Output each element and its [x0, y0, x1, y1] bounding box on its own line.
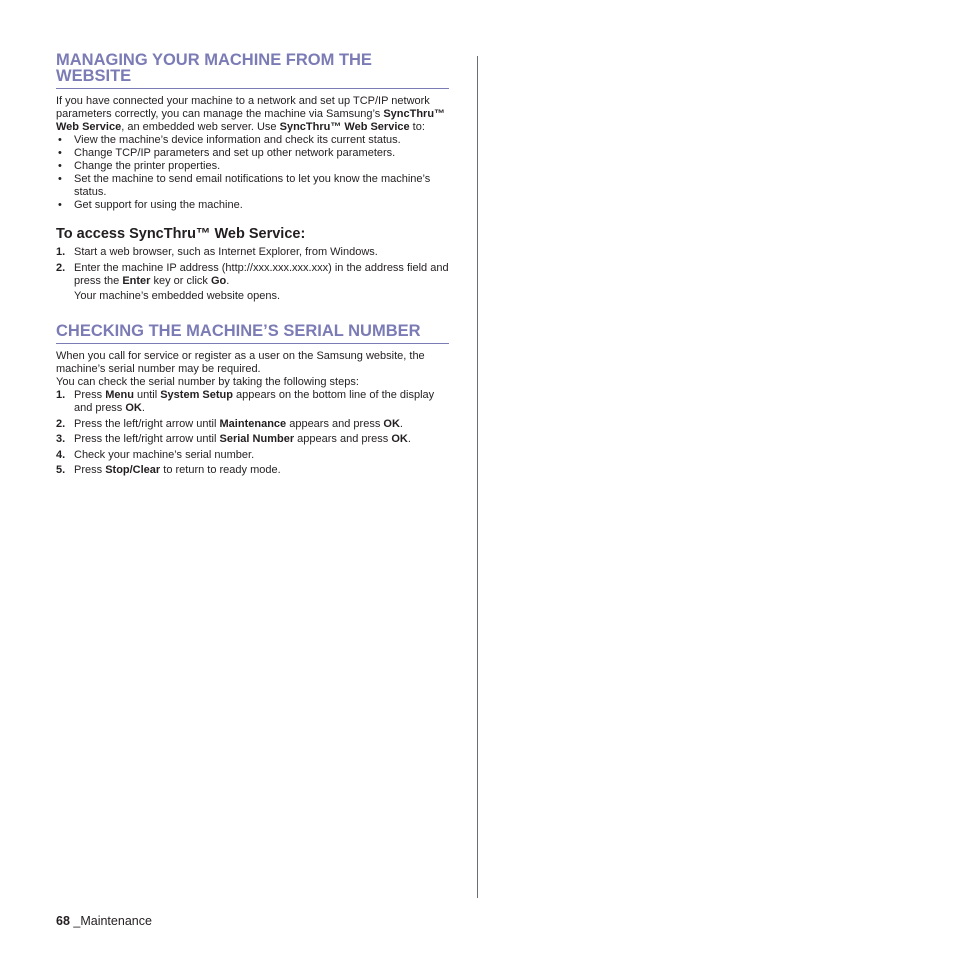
step-number: 1.: [56, 389, 66, 401]
list-item: • Get support for using the machine.: [56, 199, 449, 212]
emphasis-text: Enter: [122, 274, 151, 287]
step-text: Check your machine’s serial number.: [74, 448, 255, 461]
step-number: 1.: [56, 246, 66, 258]
footer-chapter-label: _Maintenance: [73, 914, 152, 928]
step-number: 2.: [56, 417, 66, 430]
step-item: [56, 246, 449, 259]
step-item: [56, 449, 449, 462]
column-divider: [477, 56, 478, 898]
emphasis-text: Serial Number: [219, 433, 295, 445]
emphasis-text: SyncThru™ Web Service: [56, 108, 446, 133]
left-column: [56, 52, 449, 480]
intro-paragraph: You can check the serial number by taking the following steps:: [56, 376, 359, 388]
section-body-managing-website: [56, 95, 449, 303]
step-text: Press Menu until System Setup appears on the bottom line of the display and press OK.: [74, 389, 435, 414]
step-item: [56, 262, 449, 288]
step-item: [56, 433, 449, 446]
emphasis-text: Stop/Clear: [105, 464, 161, 476]
list-item: • Change the printer properties.: [56, 160, 449, 173]
access-steps-list: [56, 246, 449, 288]
step-number: 5.: [56, 464, 66, 476]
emphasis-text: SyncThru™ Web Service: [279, 121, 410, 133]
step-item: [56, 464, 449, 477]
emphasis-text: System Setup: [160, 389, 233, 401]
intro-paragraph: When you call for service or register as a user on the Samsung website, the machine’s serial number may be required.: [56, 350, 425, 375]
serial-steps-list: [56, 389, 449, 477]
emphasis-text: OK: [391, 433, 408, 445]
subheading-access-syncthru: To access SyncThru™ Web Service:: [56, 226, 306, 242]
step-item: [56, 389, 449, 415]
step-number: 2.: [56, 261, 66, 274]
step-text: Press the left/right arrow until Maintenance appears and press OK.: [74, 417, 403, 430]
section-title-serial-number: CHECKING THE MACHINE’S SERIAL NUMBER: [56, 323, 449, 344]
list-item: • View the machine’s device information and check its current status.: [56, 134, 449, 147]
emphasis-text: Maintenance: [219, 417, 287, 430]
step-text: Press Stop/Clear to return to ready mode.: [74, 464, 281, 476]
feature-list: [56, 134, 449, 212]
intro-paragraph: If you have connected your machine to a network and set up TCP/IP network parameters correctly, you can manage the machine via Samsung’s SyncThru™ Web Service, an embedded web server. Use SyncThru™ Web Service to:: [56, 95, 446, 133]
step-text: Start a web browser, such as Internet Explorer, from Windows.: [74, 246, 378, 258]
step-note: Your machine’s embedded website opens.: [74, 290, 281, 302]
section-title-managing-website: MANAGING YOUR MACHINE FROM THE WEBSITE: [56, 52, 449, 89]
step-text: Press the left/right arrow until Serial Number appears and press OK.: [74, 433, 411, 445]
step-number: 3.: [56, 433, 66, 445]
step-number: 4.: [56, 448, 66, 461]
step-item: [56, 418, 449, 431]
emphasis-text: OK: [125, 402, 142, 414]
emphasis-text: OK: [383, 417, 400, 430]
step-text: Enter the machine IP address (http://xxx.xxx.xxx.xxx) in the address field and press the Enter key or click Go.: [74, 261, 449, 287]
emphasis-text: Menu: [105, 389, 134, 401]
list-item: • Set the machine to send email notifications to let you know the machine’s status.: [56, 173, 449, 199]
section-body-serial-number: [56, 350, 449, 477]
page-footer: [56, 914, 152, 928]
emphasis-text: Go: [210, 274, 227, 287]
list-item: • Change TCP/IP parameters and set up other network parameters.: [56, 147, 449, 160]
page-number: 68: [56, 914, 70, 928]
